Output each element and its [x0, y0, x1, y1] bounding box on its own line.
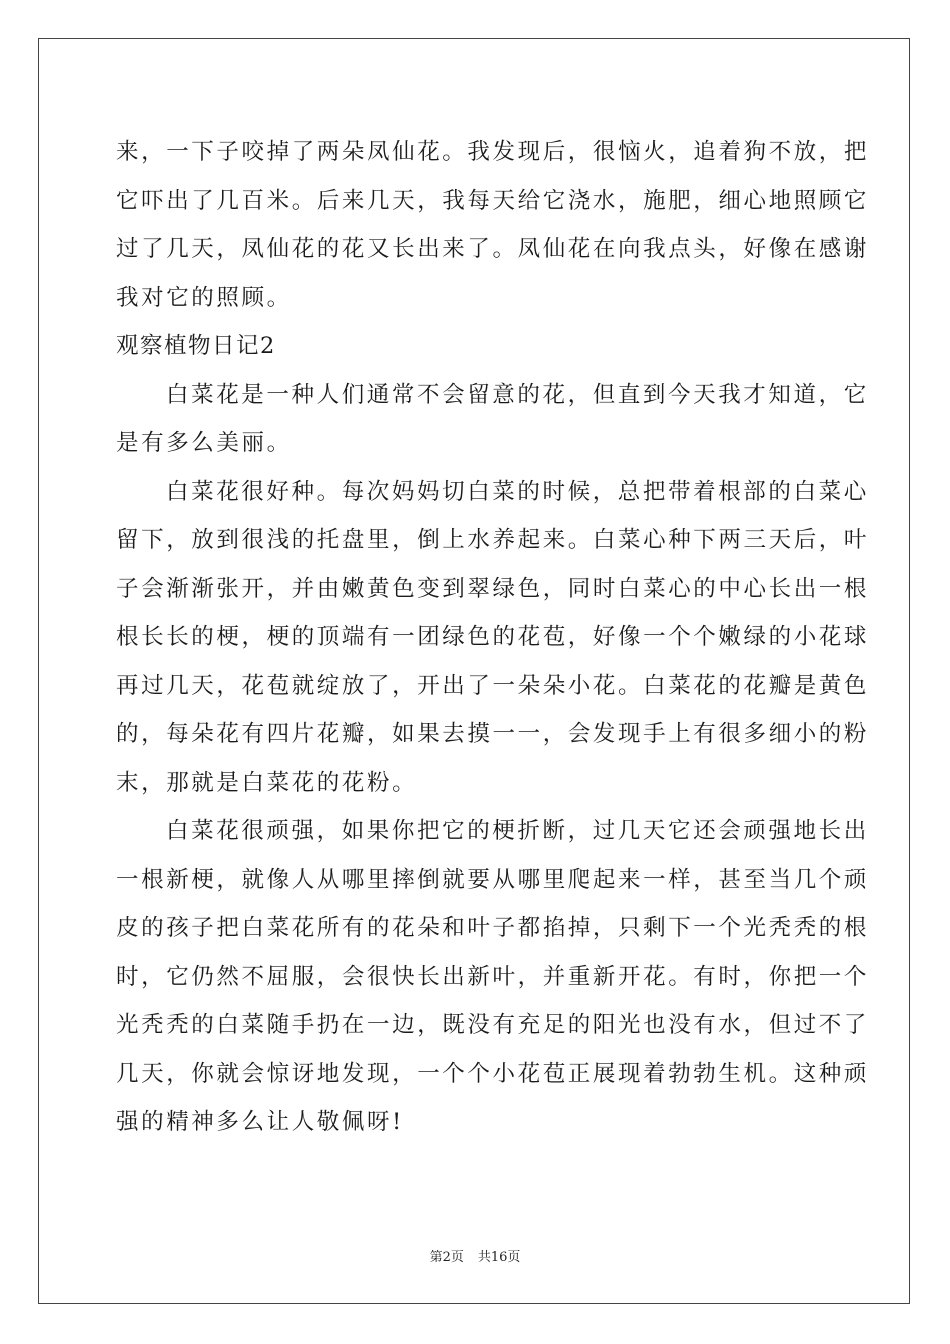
text-line: 光秃秃的白菜随手扔在一边，既没有充足的阳光也没有水，但过不了: [116, 1012, 870, 1038]
text-line: 白菜花是一种人们通常不会留意的花，但直到今天我才知道，它: [166, 381, 869, 408]
text-line: 的，每朵花有四片花瓣，如果去摸一一，会发现手上有很多细小的粉: [116, 721, 870, 747]
text-line: 根长长的梗，梗的顶端有一团绿色的花苞，好像一个个嫩绿的小花球: [116, 624, 870, 650]
text-line: 皮的孩子把白菜花所有的花朵和叶子都掐掉，只剩下一个光秃秃的根: [116, 915, 870, 941]
text-line: 来，一下子咬掉了两朵凤仙花。我发现后，很恼火，追着狗不放，把: [116, 139, 870, 165]
text-line: 末，那就是白菜花的花粉。: [116, 769, 418, 796]
text-line: 几天，你就会惊讶地发现，一个个小花苞正展现着勃勃生机。这种顽: [116, 1060, 870, 1087]
text-line: 留下，放到很浅的托盘里，倒上水养起来。白菜心种下两三天后，叶: [116, 527, 870, 553]
text-line: 一根新梗，就像人从哪里摔倒就要从哪里爬起来一样，甚至当几个顽: [116, 866, 870, 893]
page-number: 第2页: [429, 1250, 464, 1265]
text-line: 白菜花很顽强，如果你把它的梗折断，过几天它还会顽强地长出: [166, 818, 869, 844]
text-line: 我对它的照顾。: [116, 284, 292, 311]
text-line: 再过几天，花苞就绽放了，开出了一朵朵小花。白菜花的花瓣是黄色: [116, 672, 870, 699]
text-line: 过了几天，凤仙花的花又长出来了。凤仙花在向我点头，好像在感谢: [116, 236, 870, 262]
text-line: 是有多么美丽。: [116, 430, 292, 456]
page-footer: [0, 1246, 950, 1265]
text-line: 它吓出了几百米。后来几天，我每天给它浇水，施肥，细心地照顾它: [116, 187, 870, 214]
page-total: 共16页: [477, 1250, 521, 1265]
document-body: [116, 128, 870, 1147]
text-line: 白菜花很好种。每次妈妈切白菜的时候，总把带着根部的白菜心: [166, 478, 869, 505]
text-line: 时，它仍然不屈服，会很快长出新叶，并重新开花。有时，你把一个: [116, 963, 870, 990]
text-line: 强的精神多么让人敬佩呀!: [116, 1109, 404, 1135]
text-line: 子会渐渐张开，并由嫩黄色变到翠绿色，同时白菜心的中心长出一根: [116, 575, 870, 602]
section-heading: 观察植物日记2: [116, 333, 276, 359]
